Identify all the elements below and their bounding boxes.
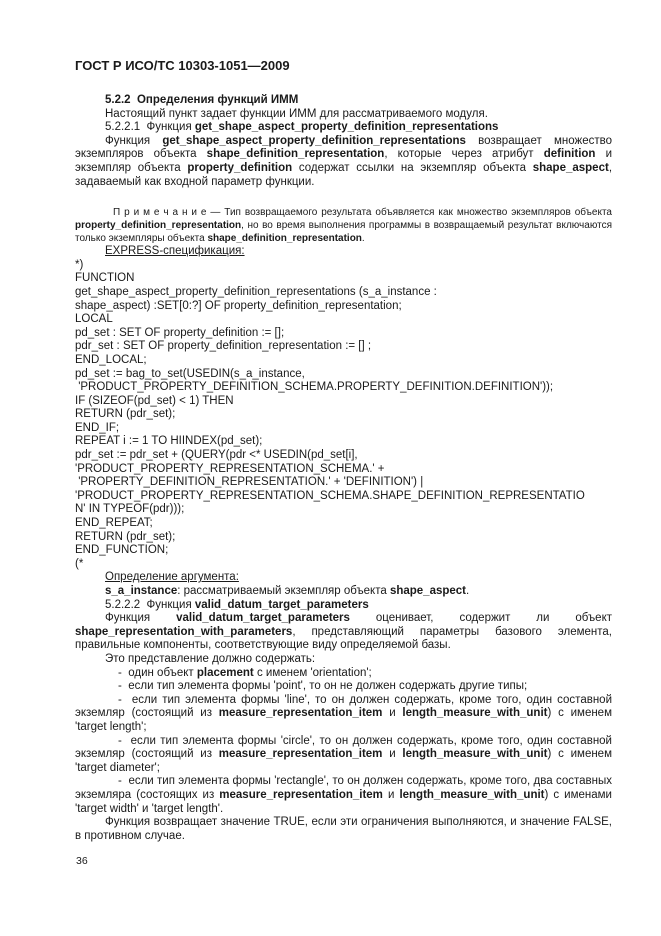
argument-definition-heading-label: Определение аргумента: (105, 571, 239, 584)
text-run: length_measure_with_unit (402, 748, 548, 761)
text-run: placement (196, 666, 254, 679)
text-run: definition (543, 148, 596, 161)
text-run: 5.2.2.2 Функция (105, 598, 195, 611)
text-run: содержат ссылки на экземпляр объекта (292, 161, 533, 174)
text-run: shape_aspect (389, 585, 467, 597)
code-line: shape_aspect) :SET[0:?] OF property_definition_representation; (75, 299, 402, 312)
paragraph-function-5221 (75, 135, 612, 189)
text-run: Функция (105, 612, 177, 625)
text-run: , которые через атрибут (384, 148, 544, 161)
code-line: END_LOCAL; (75, 353, 147, 366)
text-run: Настоящий пункт задает функции ИММ для рассматриваемого модуля. (105, 107, 488, 120)
code-line: get_shape_aspect_property_definition_representations (s_a_instance : (75, 285, 437, 298)
text-run: - если тип элемента формы 'circle', то он должен содержать, кроме того, один составной экземляр (состоящий из (75, 734, 612, 761)
text-run: Функция возвращает значение TRUE, если эти ограничения выполняются, и значение FALSE, в противном случае. (75, 816, 612, 842)
text-run: shape_definition_representation (206, 148, 385, 161)
text-run: property_definition (187, 161, 293, 174)
text-run: shape_definition_representation (207, 233, 362, 245)
text-run: , но во время выполнения программы в возвращаемый результат включаются только экземпляры объекта (75, 220, 612, 245)
text-run: ) с именами 'target width' и 'target length'. (75, 788, 612, 815)
text-run: и (382, 748, 403, 761)
code-line: IF (SIZEOF(pd_set) < 1) THEN (75, 394, 234, 407)
code-line: N' IN TYPEOF(pdr))); (75, 503, 185, 516)
code-line: LOCAL (75, 313, 113, 326)
text-run: measure_representation_item (218, 707, 383, 720)
text-run: shape_aspect (532, 161, 609, 174)
code-line: *) (75, 258, 84, 271)
note-paragraph (75, 206, 612, 245)
text-run: и (382, 788, 400, 801)
code-line: pd_set := bag_to_set(USEDIN(s_a_instance, (75, 367, 305, 380)
text-run: оценивает, содержит ли объект (349, 612, 612, 625)
text-run: . (466, 585, 470, 597)
text-run: 5.2.2 Определения функций ИММ (105, 94, 299, 106)
text-run: - если тип элемента формы 'line', то он должен содержать, кроме того, один составной экземляр (состоящий из (75, 693, 612, 720)
text-run: П р и м е ч а н и е — Тип возвращаемого результата объявляется как множество экземпляров объекта (113, 207, 612, 219)
text-run: - если тип элемента формы 'rectangle', то он должен содержать, кроме того, два составных экземляра (состоящих из (75, 775, 612, 801)
text-run: - если тип элемента формы 'point', то он не должен содержать другие типы; (118, 680, 528, 693)
code-line: END_IF; (75, 421, 120, 434)
code-line: FUNCTION (75, 272, 135, 285)
paragraph-argument-definition (75, 585, 612, 599)
paragraph-representation-intro (75, 653, 612, 667)
argument-definition-heading (75, 571, 612, 585)
text-run: 5.2.2.1 Функция (105, 121, 195, 134)
text-run: measure_representation_item (218, 748, 383, 761)
bullet-line-type (75, 694, 612, 735)
code-line: 'PROPERTY_DEFINITION_REPRESENTATION.' + 'DEFINITION') | (75, 476, 424, 489)
code-line: REPEAT i := 1 TO HIINDEX(pd_set); (75, 435, 263, 448)
page-number: 36 (76, 855, 88, 867)
bullet-circle-type (75, 735, 612, 776)
express-spec-heading-label: EXPRESS-спецификация: (105, 245, 245, 258)
text-run: ) с именем 'target diameter'; (75, 748, 612, 774)
text-run: и (382, 707, 403, 720)
paragraph-return-value (75, 816, 612, 843)
text-run: get_shape_aspect_property_definition_representations (162, 134, 466, 147)
text-run: и экземпляр объекта (75, 148, 613, 174)
section-heading-5-2-2-2 (75, 599, 612, 613)
text-run: возвращает множество экземпляров объекта (75, 134, 612, 161)
text-run: valid_datum_target_parameters (194, 598, 369, 611)
text-run: с именем 'orientation'; (253, 666, 372, 679)
code-line: (* (75, 557, 84, 570)
code-line: END_REPEAT; (75, 517, 153, 530)
section-heading-5-2-2-1 (75, 121, 612, 135)
code-line: pdr_set : SET OF property_definition_representation := [] ; (75, 340, 372, 353)
code-line: pd_set : SET OF property_definition := []; (75, 326, 285, 339)
text-run: valid_datum_target_parameters (176, 612, 350, 625)
code-line: pdr_set := pdr_set + (QUERY(pdr <* USEDIN(pd_set[i], (75, 449, 358, 462)
document-content (75, 94, 612, 843)
code-line: RETURN (pdr_set); (75, 530, 176, 543)
section-heading-5-2-2 (75, 94, 612, 108)
bullet-point-type (75, 680, 612, 694)
text-run: shape_representation_with_parameters (75, 625, 293, 638)
text-run: length_measure_with_unit (402, 707, 548, 720)
text-run: : рассматриваемый экземпляр объекта (177, 585, 390, 597)
code-line: 'PRODUCT_PROPERTY_DEFINITION_SCHEMA.PROPERTY_DEFINITION.DEFINITION')); (75, 381, 554, 394)
paragraph-function-5222 (75, 612, 612, 653)
text-run: - один объект (118, 666, 197, 679)
code-line: 'PRODUCT_PROPERTY_REPRESENTATION_SCHEMA.' + (75, 462, 385, 475)
code-line: 'PRODUCT_PROPERTY_REPRESENTATION_SCHEMA.SHAPE_DEFINITION_REPRESENTATIO (75, 489, 585, 502)
text-run: property_definition_representation (75, 220, 242, 232)
express-spec-heading (75, 245, 612, 259)
text-run: s_a_instance (105, 585, 178, 597)
text-run: Это представление должно содержать: (105, 652, 316, 665)
text-run: , представляющий параметры базового элемента, правильные компоненты, соответствующие виду определяемой базы. (75, 625, 612, 652)
text-run: . (361, 233, 365, 245)
text-run: , задаваемый как входной параметр функции. (75, 161, 613, 188)
document-header: ГОСТ Р ИСО/ТС 10303-1051—2009 (75, 58, 290, 73)
text-run: ) с именем 'target length'; (75, 707, 612, 733)
text-run: get_shape_aspect_property_definition_representations (194, 121, 499, 134)
bullet-placement-orientation (75, 667, 612, 681)
text-run: length_measure_with_unit (399, 788, 545, 801)
code-line: END_FUNCTION; (75, 544, 169, 557)
text-run: measure_representation_item (219, 788, 383, 801)
code-line: RETURN (pdr_set); (75, 408, 176, 421)
text-run: Функция (105, 134, 163, 147)
paragraph-intro (75, 108, 612, 122)
bullet-rectangle-type (75, 775, 612, 816)
express-code-block (75, 259, 612, 572)
